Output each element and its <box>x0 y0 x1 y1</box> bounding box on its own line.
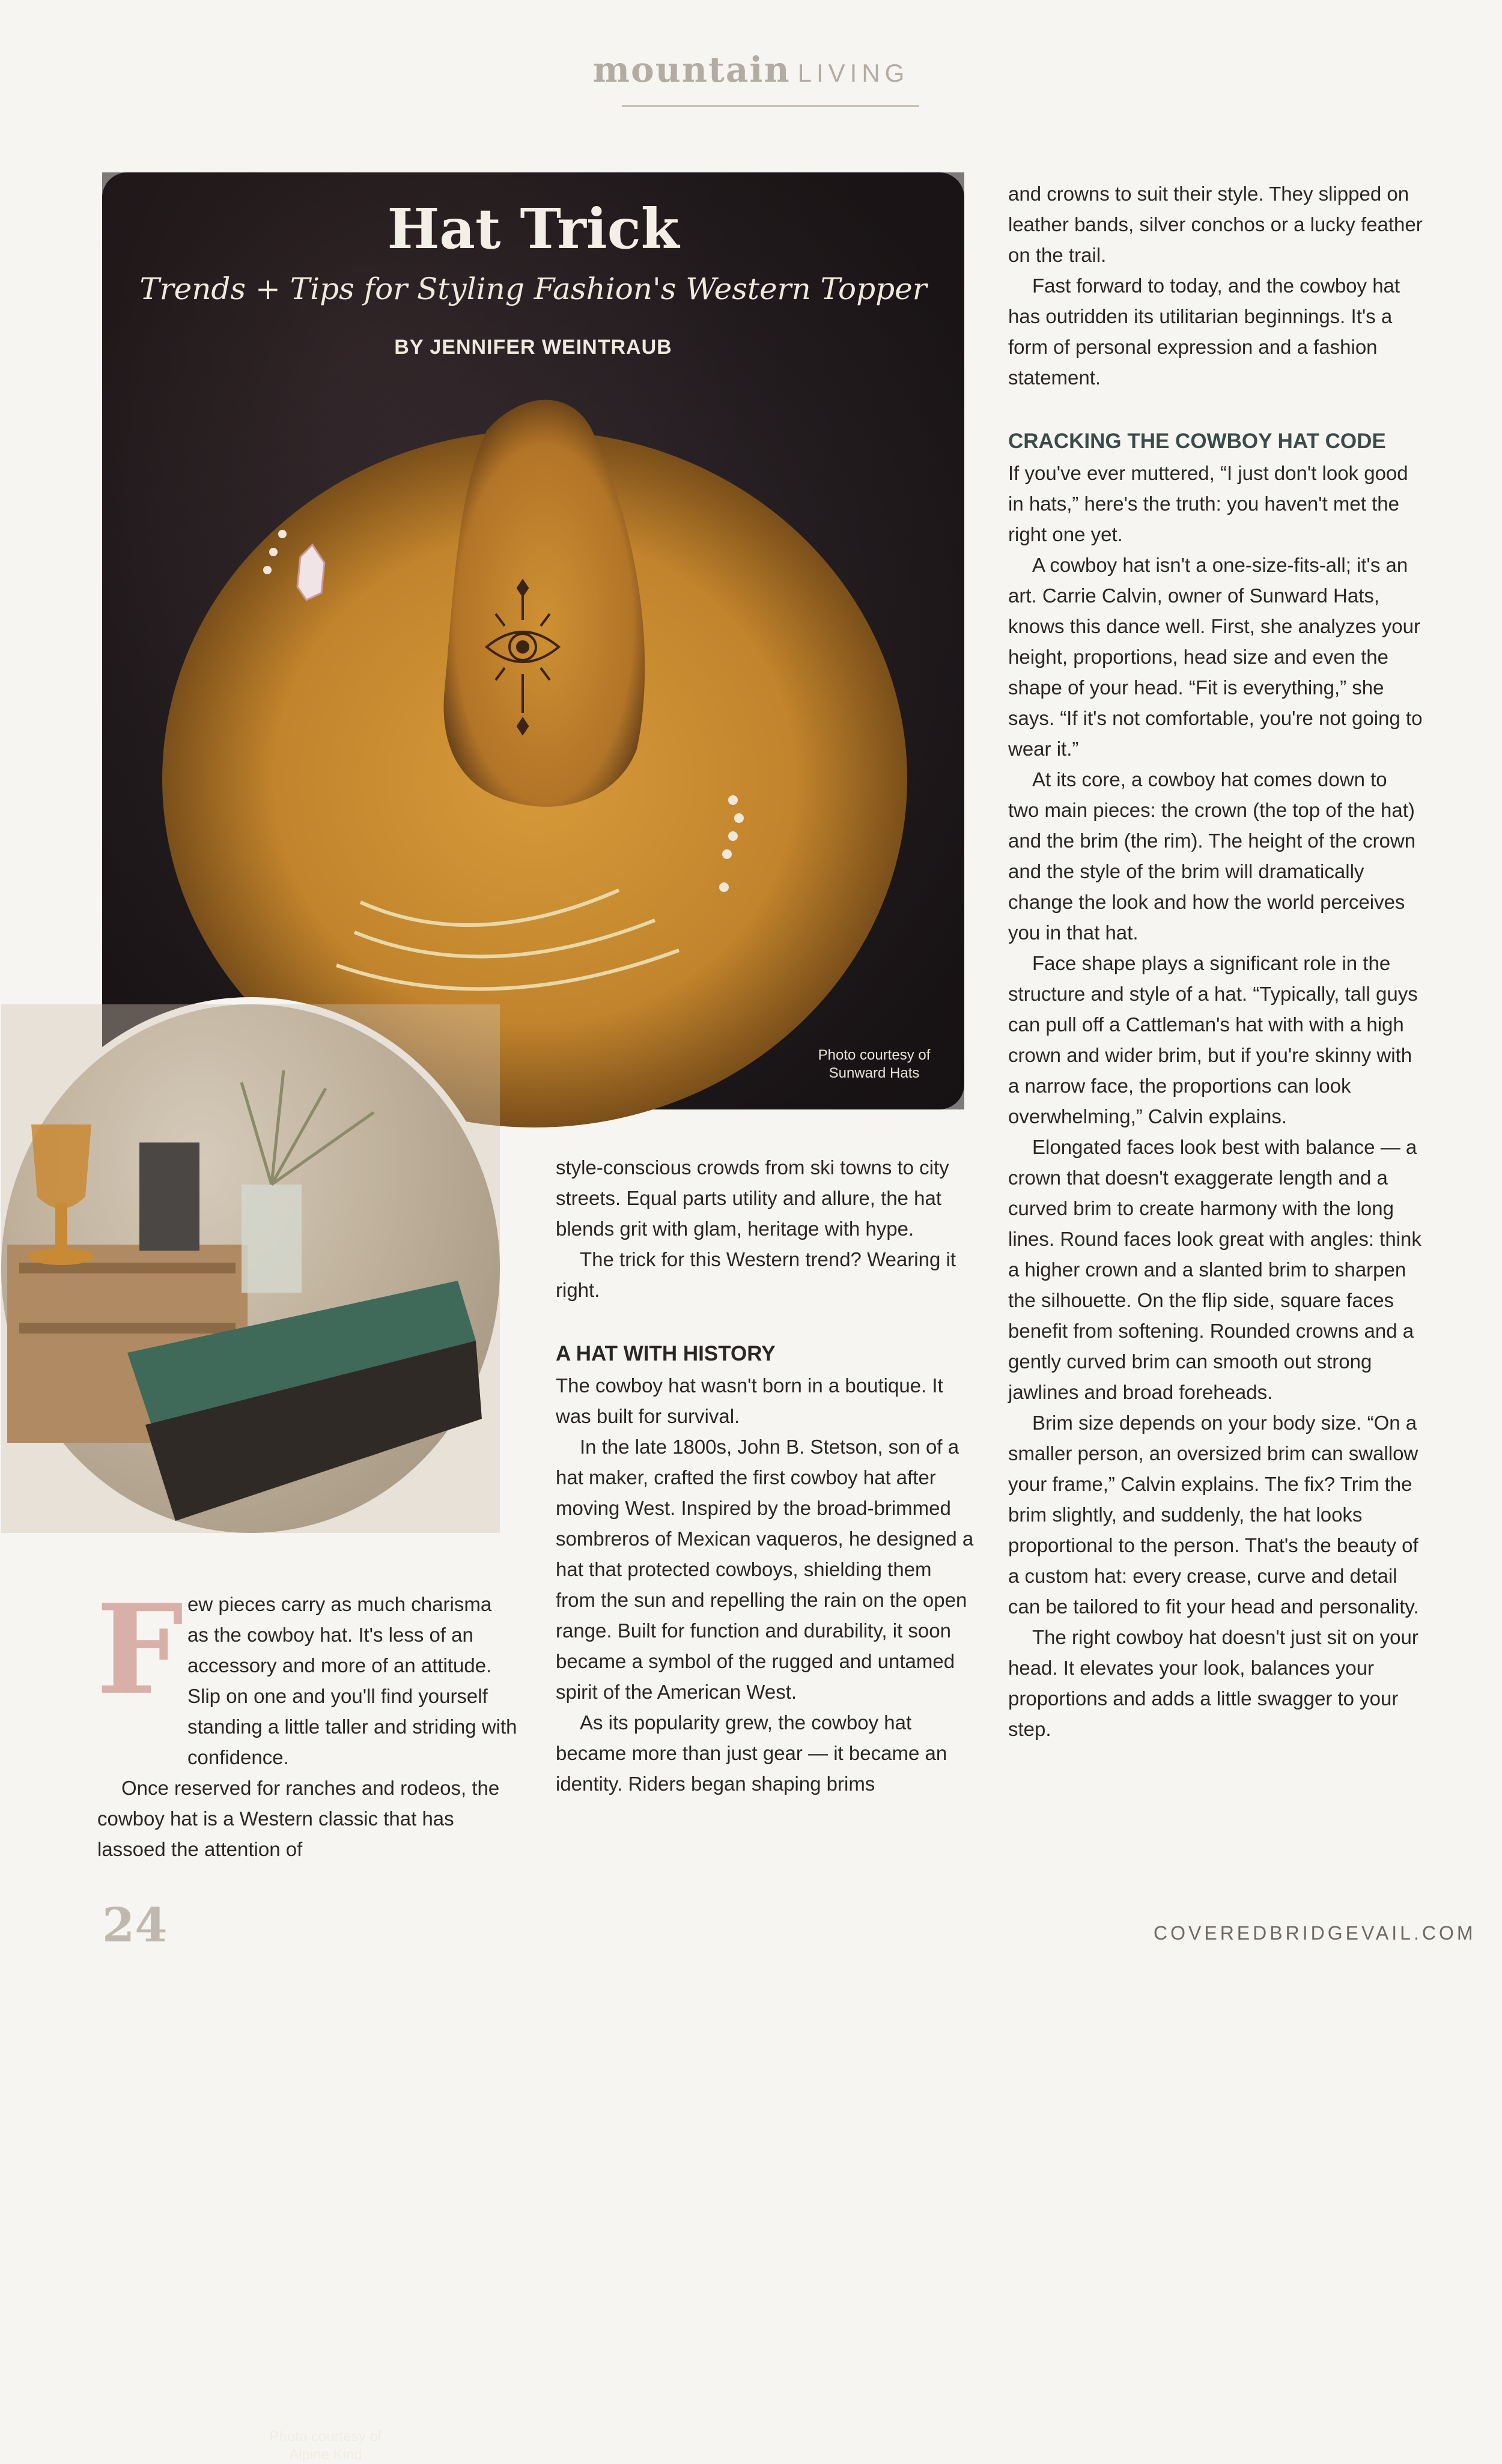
paragraph: At its core, a cowboy hat comes down to two main pieces: the crown (the top of the hat) and the brim (the rim). The height of the crown and the style of the brim will dramatically change the look and how the world perceives you in that hat. <box>1008 768 1416 944</box>
masthead-divider <box>622 105 919 107</box>
paragraph: and crowns to suit their style. They slipped on leather bands, silver conchos or a lucky feather on the trail. <box>1008 183 1423 266</box>
paragraph: Once reserved for ranches and rodeos, the cowboy hat is a Western classic that has lassoed the attention of <box>97 1777 500 1860</box>
paragraph-lead: ew pieces carry as much charisma as the cowboy hat. It's less of an accessory and more of an attitude. Slip on one and you'll find yourself standing a little taller and striding with confidence. <box>187 1593 517 1768</box>
section-heading: A HAT WITH HISTORY <box>556 1342 776 1365</box>
hat-illustration <box>102 172 964 1109</box>
paragraph: As its popularity grew, the cowboy hat became more than just gear — it became an identity. Riders began shaping brims <box>556 1711 947 1795</box>
article-byline: BY JENNIFER WEINTRAUB <box>394 336 672 359</box>
article-column-1 <box>96 1578 518 1865</box>
masthead-brand: mountain <box>592 49 791 90</box>
masthead-section: LIVING <box>797 59 910 87</box>
paragraph: Fast forward to today, and the cowboy hat has outridden its utilitarian beginnings. It's a form of personal expression and a fashion statement. <box>1008 275 1400 389</box>
article-column-3 <box>1008 178 1423 1744</box>
circle-credit-line2: Alpine Kind <box>289 2447 362 2463</box>
drop-cap: F <box>96 1578 184 1722</box>
article-title: Hat Trick <box>387 196 680 261</box>
hero-credit-line2: Sunward Hats <box>829 1065 920 1081</box>
circle-photo-credit <box>248 2428 404 2464</box>
still-life-illustration <box>1 1004 500 1533</box>
section-heading: CRACKING THE COWBOY HAT CODE <box>1008 429 1386 453</box>
paragraph: A cowboy hat isn't a one-size-fits-all; it's an art. Carrie Calvin, owner of Sunward Hats, knows this dance well. First, she analyzes your height, proportions, head size and even the shape of your head. “Fit is everything,” she says. “If it's not comfortable, you're not going to wear it.” <box>1008 554 1423 760</box>
paragraph: In the late 1800s, John B. Stetson, son of a hat maker, crafted the first cowboy hat after moving West. Inspired by the broad-brimmed sombreros of Mexican vaqueros, he designed a hat that protected cowboys, shielding them from the sun and repelling the rain on the open range. Built for function and durability, it soon became a symbol of the rugged and untamed spirit of the American West. <box>556 1436 974 1703</box>
paragraph: The cowboy hat wasn't born in a boutique. It was built for survival. <box>556 1374 943 1427</box>
paragraph: The right cowboy hat doesn't just sit on your head. It elevates your look, balances your proportions and adds a little swagger to your step. <box>1008 1626 1418 1740</box>
amber-goblet-icon <box>31 1124 91 1209</box>
paragraph: If you've ever muttered, “I just don't look good in hats,” here's the truth: you haven't met the right one yet. <box>1008 462 1408 545</box>
article-column-2 <box>556 1152 976 1799</box>
paragraph: Elongated faces look best with balance — a crown that doesn't exaggerate length and a curved brim to create harmony with the long lines. Round faces look great with angles: think a higher crown and a slanted brim to sharpen the silhouette. On the flip side, square faces benefit from softening. Rounded crowns and a gently curved brim can smooth out strong jawlines and broad foreheads. <box>1008 1136 1421 1403</box>
pencil-cup-icon <box>139 1142 199 1251</box>
hero-photo-credit <box>793 1046 955 1082</box>
paragraph: The trick for this Western trend? Wearing it right. <box>556 1248 956 1301</box>
footer-url[interactable]: COVEREDBRIDGEVAIL.COM <box>1154 1922 1476 1944</box>
paragraph: Face shape plays a significant role in the structure and style of a hat. “Typically, tall guys can pull off a Cattleman's hat with with a high crown and wider brim, but if you're skinny with a narrow face, the proportions can look overwhelming,” Calvin explains. <box>1008 952 1418 1127</box>
page-number: 24 <box>102 1898 168 1953</box>
article-subtitle: Trends + Tips for Styling Fashion's Western Topper <box>139 272 927 306</box>
hero-photo <box>102 172 964 1109</box>
masthead <box>0 49 1502 90</box>
paragraph: style-conscious crowds from ski towns to city streets. Equal parts utility and allure, the hat blends grit with glam, heritage with hype. <box>556 1156 949 1240</box>
paragraph: Brim size depends on your body size. “On a smaller person, an oversized brim can swallow your frame,” Calvin explains. The fix? Trim the brim slightly, and suddenly, the hat looks proportional to the person. That's the beauty of a custom hat: every crease, curve and detail can be tailored to fit your head and personality. <box>1008 1412 1419 1618</box>
paragraph-lead-start <box>96 1578 518 1773</box>
hero-credit-line1: Photo courtesy of <box>818 1047 931 1063</box>
jar-icon <box>242 1185 302 1293</box>
circle-credit-line1: Photo courtesy of <box>269 2429 382 2445</box>
